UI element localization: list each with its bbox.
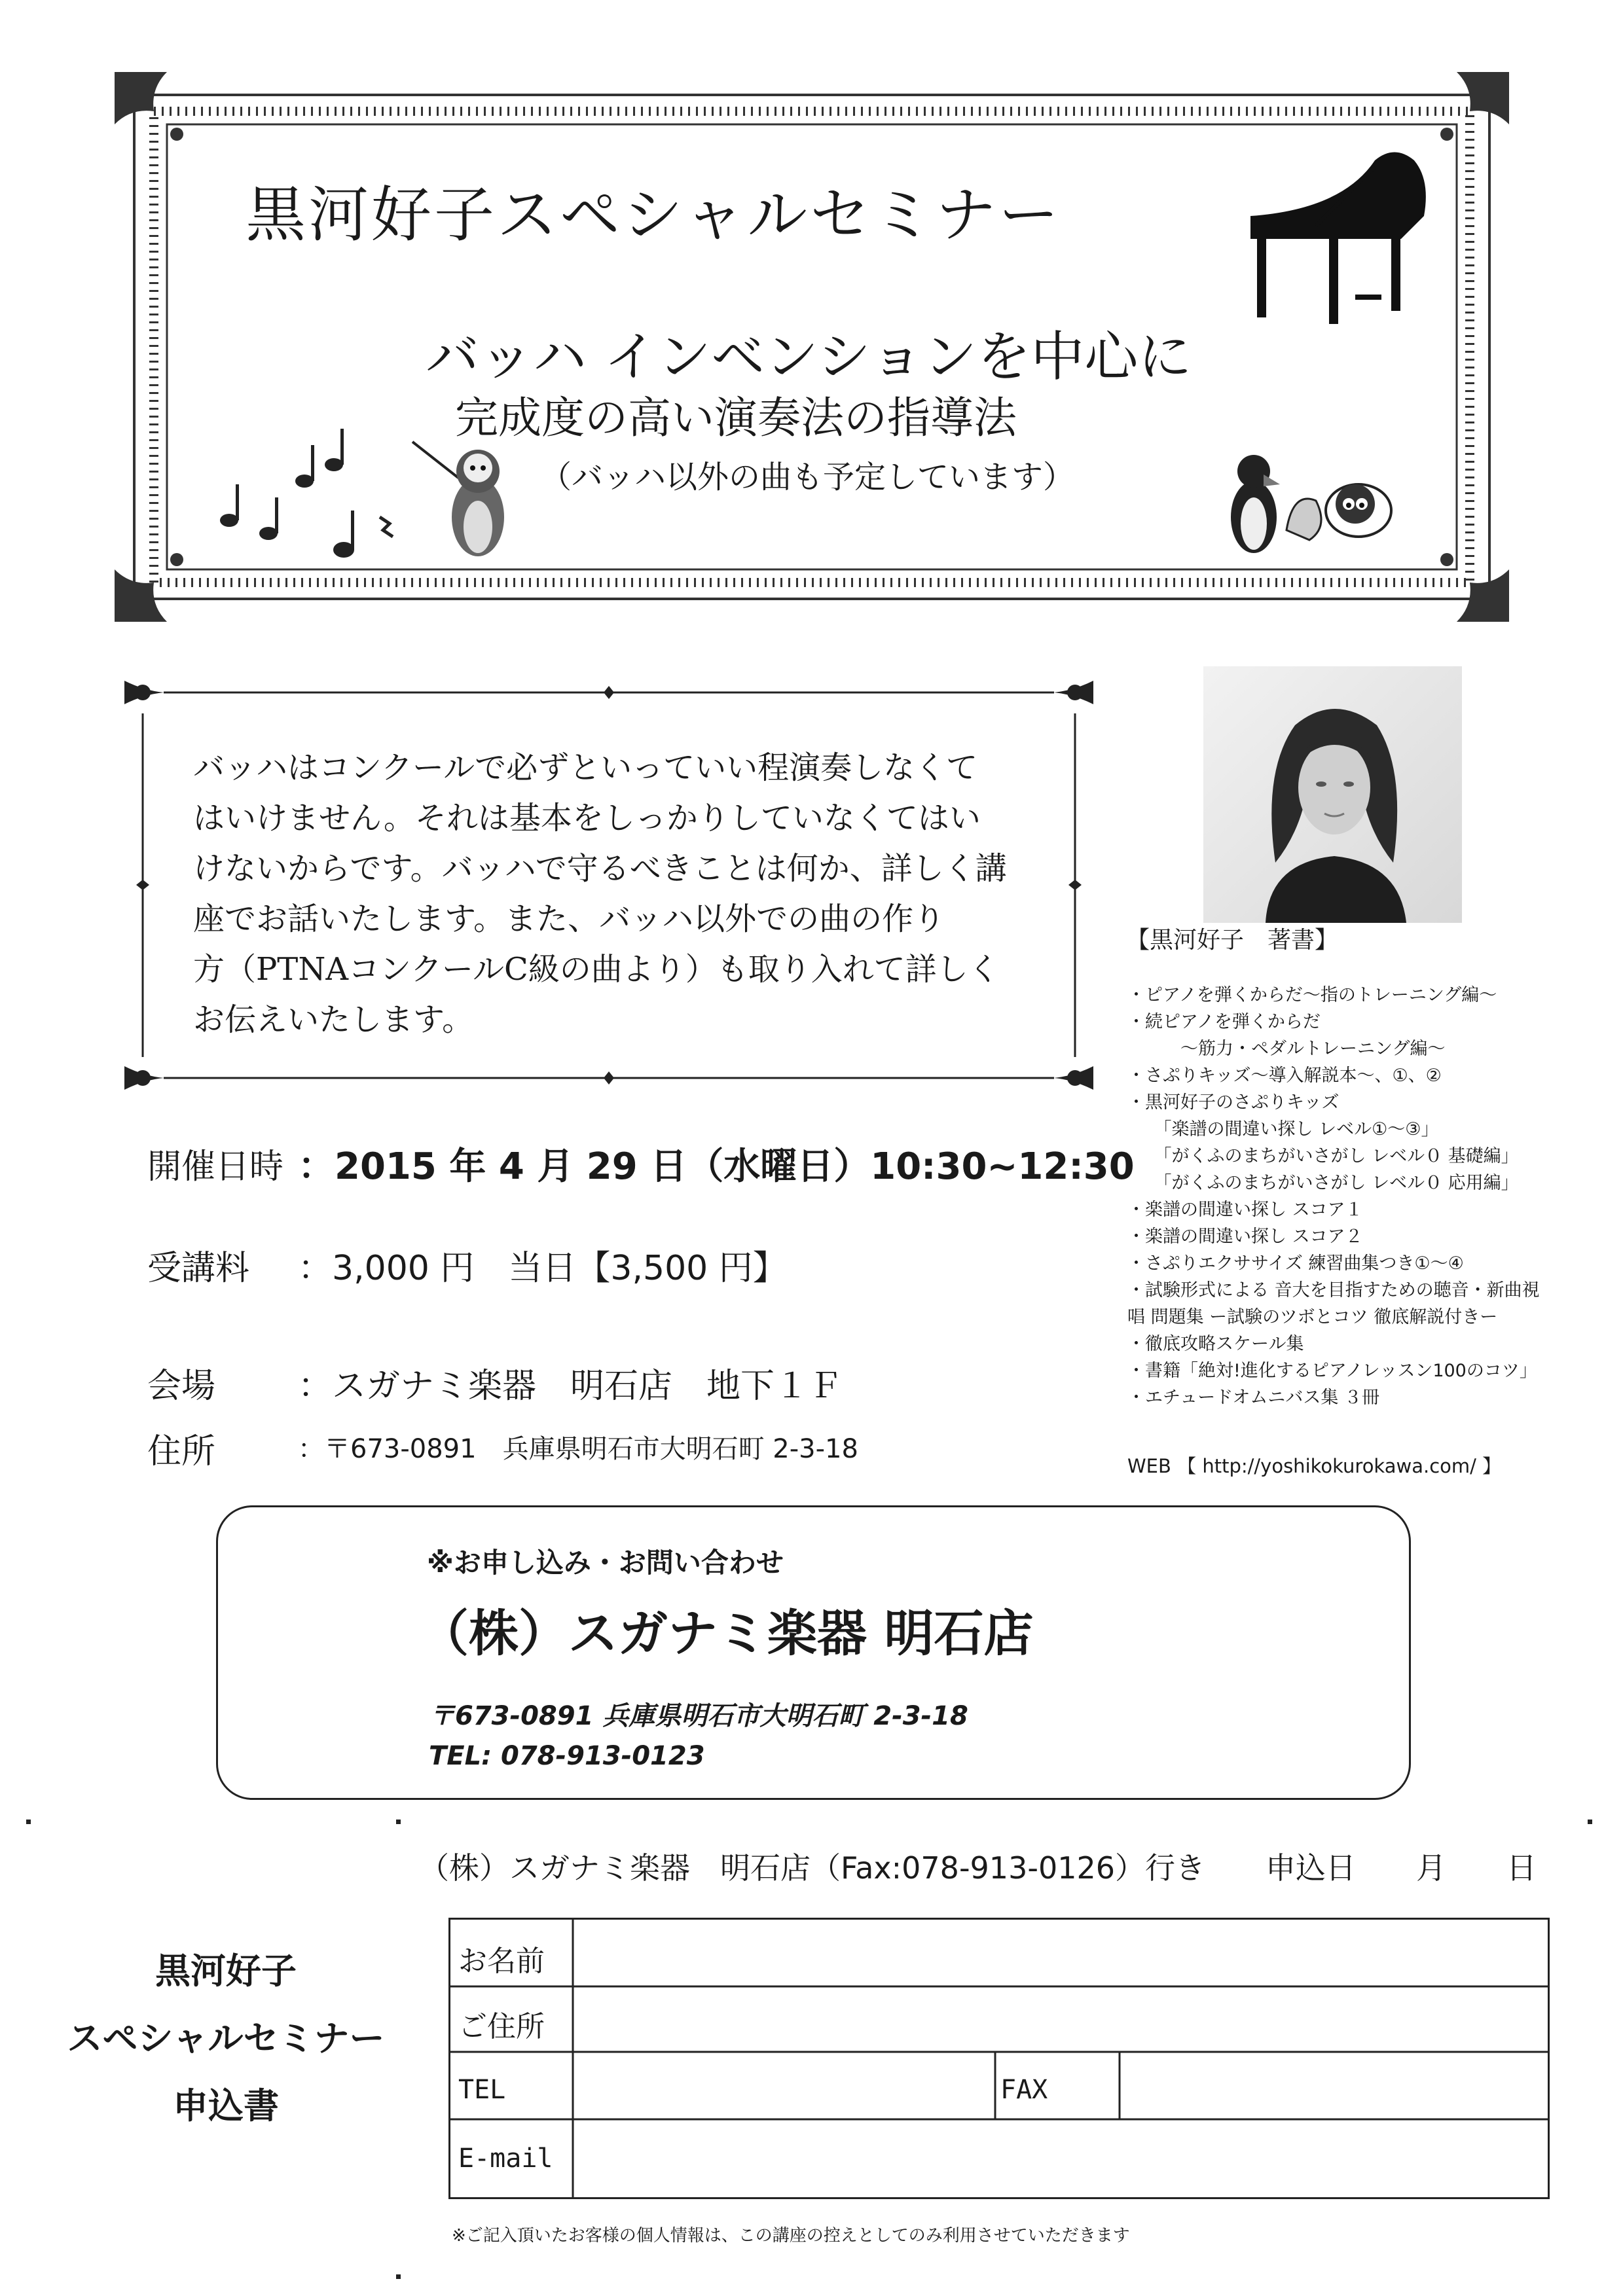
seminar-description: [193, 743, 1044, 1045]
address-field[interactable]: [576, 1988, 1545, 2051]
email-field[interactable]: [576, 2121, 1545, 2197]
list-item: 「がくふのまちがいさがし レベル０ 基礎編」: [1127, 1146, 1519, 1166]
list-item: ・続ピアノを弾くからだ: [1127, 1012, 1321, 1032]
address-label: 住所: [147, 1432, 216, 1471]
name-field-label: お名前: [458, 1945, 545, 1978]
website-link[interactable]: WEB 【 http://yoshikokurokawa.com/ 】: [1127, 1455, 1502, 1477]
venue-label: 会場: [147, 1367, 216, 1406]
fee-value: ：3,000 円 当日【3,500 円】: [298, 1249, 787, 1288]
list-item: ・さぷりエクササイズ 練習曲集つき①～④: [1127, 1253, 1464, 1274]
privacy-note: ※ご記入頂いたお客様の個人情報は、この講座の控えとしてのみ利用させていただきます: [452, 2226, 1130, 2246]
subtitle-note: （バッハ以外の曲も予定しています）: [540, 459, 1075, 495]
contact-store-name: （株）スガナミ楽器 明石店: [419, 1604, 1034, 1662]
fee-label: 受講料: [147, 1249, 250, 1288]
date-value: ：2015 年 4 月 29 日（水曜日）10:30~12:30: [298, 1145, 1135, 1188]
list-item: ・書籍「絶対!進化するピアノレッスン100のコツ」: [1127, 1361, 1537, 1381]
contact-phone: TEL: 078-913-0123: [429, 1741, 705, 1771]
description-line: バッハはコンクールで必ずといっていい程演奏しなくて: [193, 749, 978, 786]
list-item: ・楽譜の間違い探し スコア２: [1127, 1227, 1363, 1247]
cut-mark: [396, 1820, 401, 1824]
fax-field-label: FAX: [1000, 2075, 1048, 2105]
description-line: けないからです。バッハで守るべきことは何か、詳しく講: [193, 850, 1007, 887]
list-item: ・黒河好子のさぷりキッズ: [1127, 1092, 1340, 1113]
form-title-line: スペシャルセミナー: [67, 2018, 385, 2059]
contact-note: ※お申し込み・お問い合わせ: [427, 1547, 784, 1579]
address-field-label: ご住所: [458, 2010, 545, 2043]
name-field[interactable]: [576, 1921, 1545, 1984]
fax-field[interactable]: [1123, 2054, 1545, 2118]
list-item: ・エチュードオムニバス集 ３冊: [1127, 1388, 1379, 1408]
seminar-title: 黒河好子スペシャルセミナー: [246, 180, 1062, 250]
address-value: ：〒673-0891 兵庫県明石市大明石町 2-3-18: [298, 1434, 858, 1464]
grand-piano-icon: [1244, 147, 1440, 327]
list-item: ～筋力・ペダルトレーニング編～: [1127, 1039, 1446, 1059]
subtitle-sub: 完成度の高い演奏法の指導法: [455, 393, 1017, 443]
fax-destination-line: （株）スガナミ楽器 明石店（Fax:078-913-0126）行き 申込日 月 日: [419, 1850, 1537, 1886]
date-label: 開催日時: [147, 1147, 284, 1187]
cut-mark: [26, 1820, 31, 1824]
cut-mark: [396, 2274, 401, 2279]
tel-field-label: TEL: [458, 2075, 506, 2105]
instructor-photo: [1203, 666, 1462, 923]
list-item: ・試験形式による 音大を目指すための聴音・新曲視唱 問題集 ー試験のツボとコツ 徹底解説付きー: [1127, 1280, 1540, 1327]
music-notes-and-conductor-icon: [196, 406, 511, 569]
venue-value: ：スガナミ楽器 明石店 地下１Ｆ: [298, 1367, 843, 1406]
description-line: お伝えいたします。: [193, 1001, 474, 1038]
description-line: 方（PTNAコンクールC級の曲より）も取り入れて詳しく: [193, 951, 1000, 988]
subtitle-main: バッハ インベンションを中心に: [426, 326, 1192, 388]
books-heading: 【黒河好子 著書】: [1126, 927, 1339, 954]
list-item: ・徹底攻略スケール集: [1127, 1334, 1304, 1354]
penguin-family-icon: [1214, 432, 1404, 563]
form-title-line: 黒河好子: [155, 1950, 297, 1992]
description-line: 座でお話いたします。また、バッハ以外での曲の作り: [193, 901, 945, 937]
email-field-label: E-mail: [458, 2144, 553, 2174]
list-item: 「楽譜の間違い探し レベル①～③」: [1127, 1119, 1439, 1139]
books-list: [1127, 982, 1559, 1411]
contact-address: 〒673-0891 兵庫県明石市大明石町 2-3-18: [429, 1701, 968, 1731]
list-item: ・楽譜の間違い探し スコア１: [1127, 1200, 1363, 1220]
list-item: ・さぷりキッズ～導入解説本～、①、②: [1127, 1066, 1442, 1086]
form-title: [0, 1937, 452, 2140]
form-title-line: 申込書: [173, 2085, 279, 2126]
list-item: 「がくふのまちがいさがし レベル０ 応用編」: [1127, 1173, 1519, 1193]
tel-field[interactable]: [576, 2054, 995, 2118]
description-line: はいけません。それは基本をしっかりしていなくてはい: [193, 800, 981, 836]
cut-mark: [1588, 1820, 1592, 1824]
list-item: ・ピアノを弾くからだ～指のトレーニング編～: [1127, 985, 1497, 1005]
